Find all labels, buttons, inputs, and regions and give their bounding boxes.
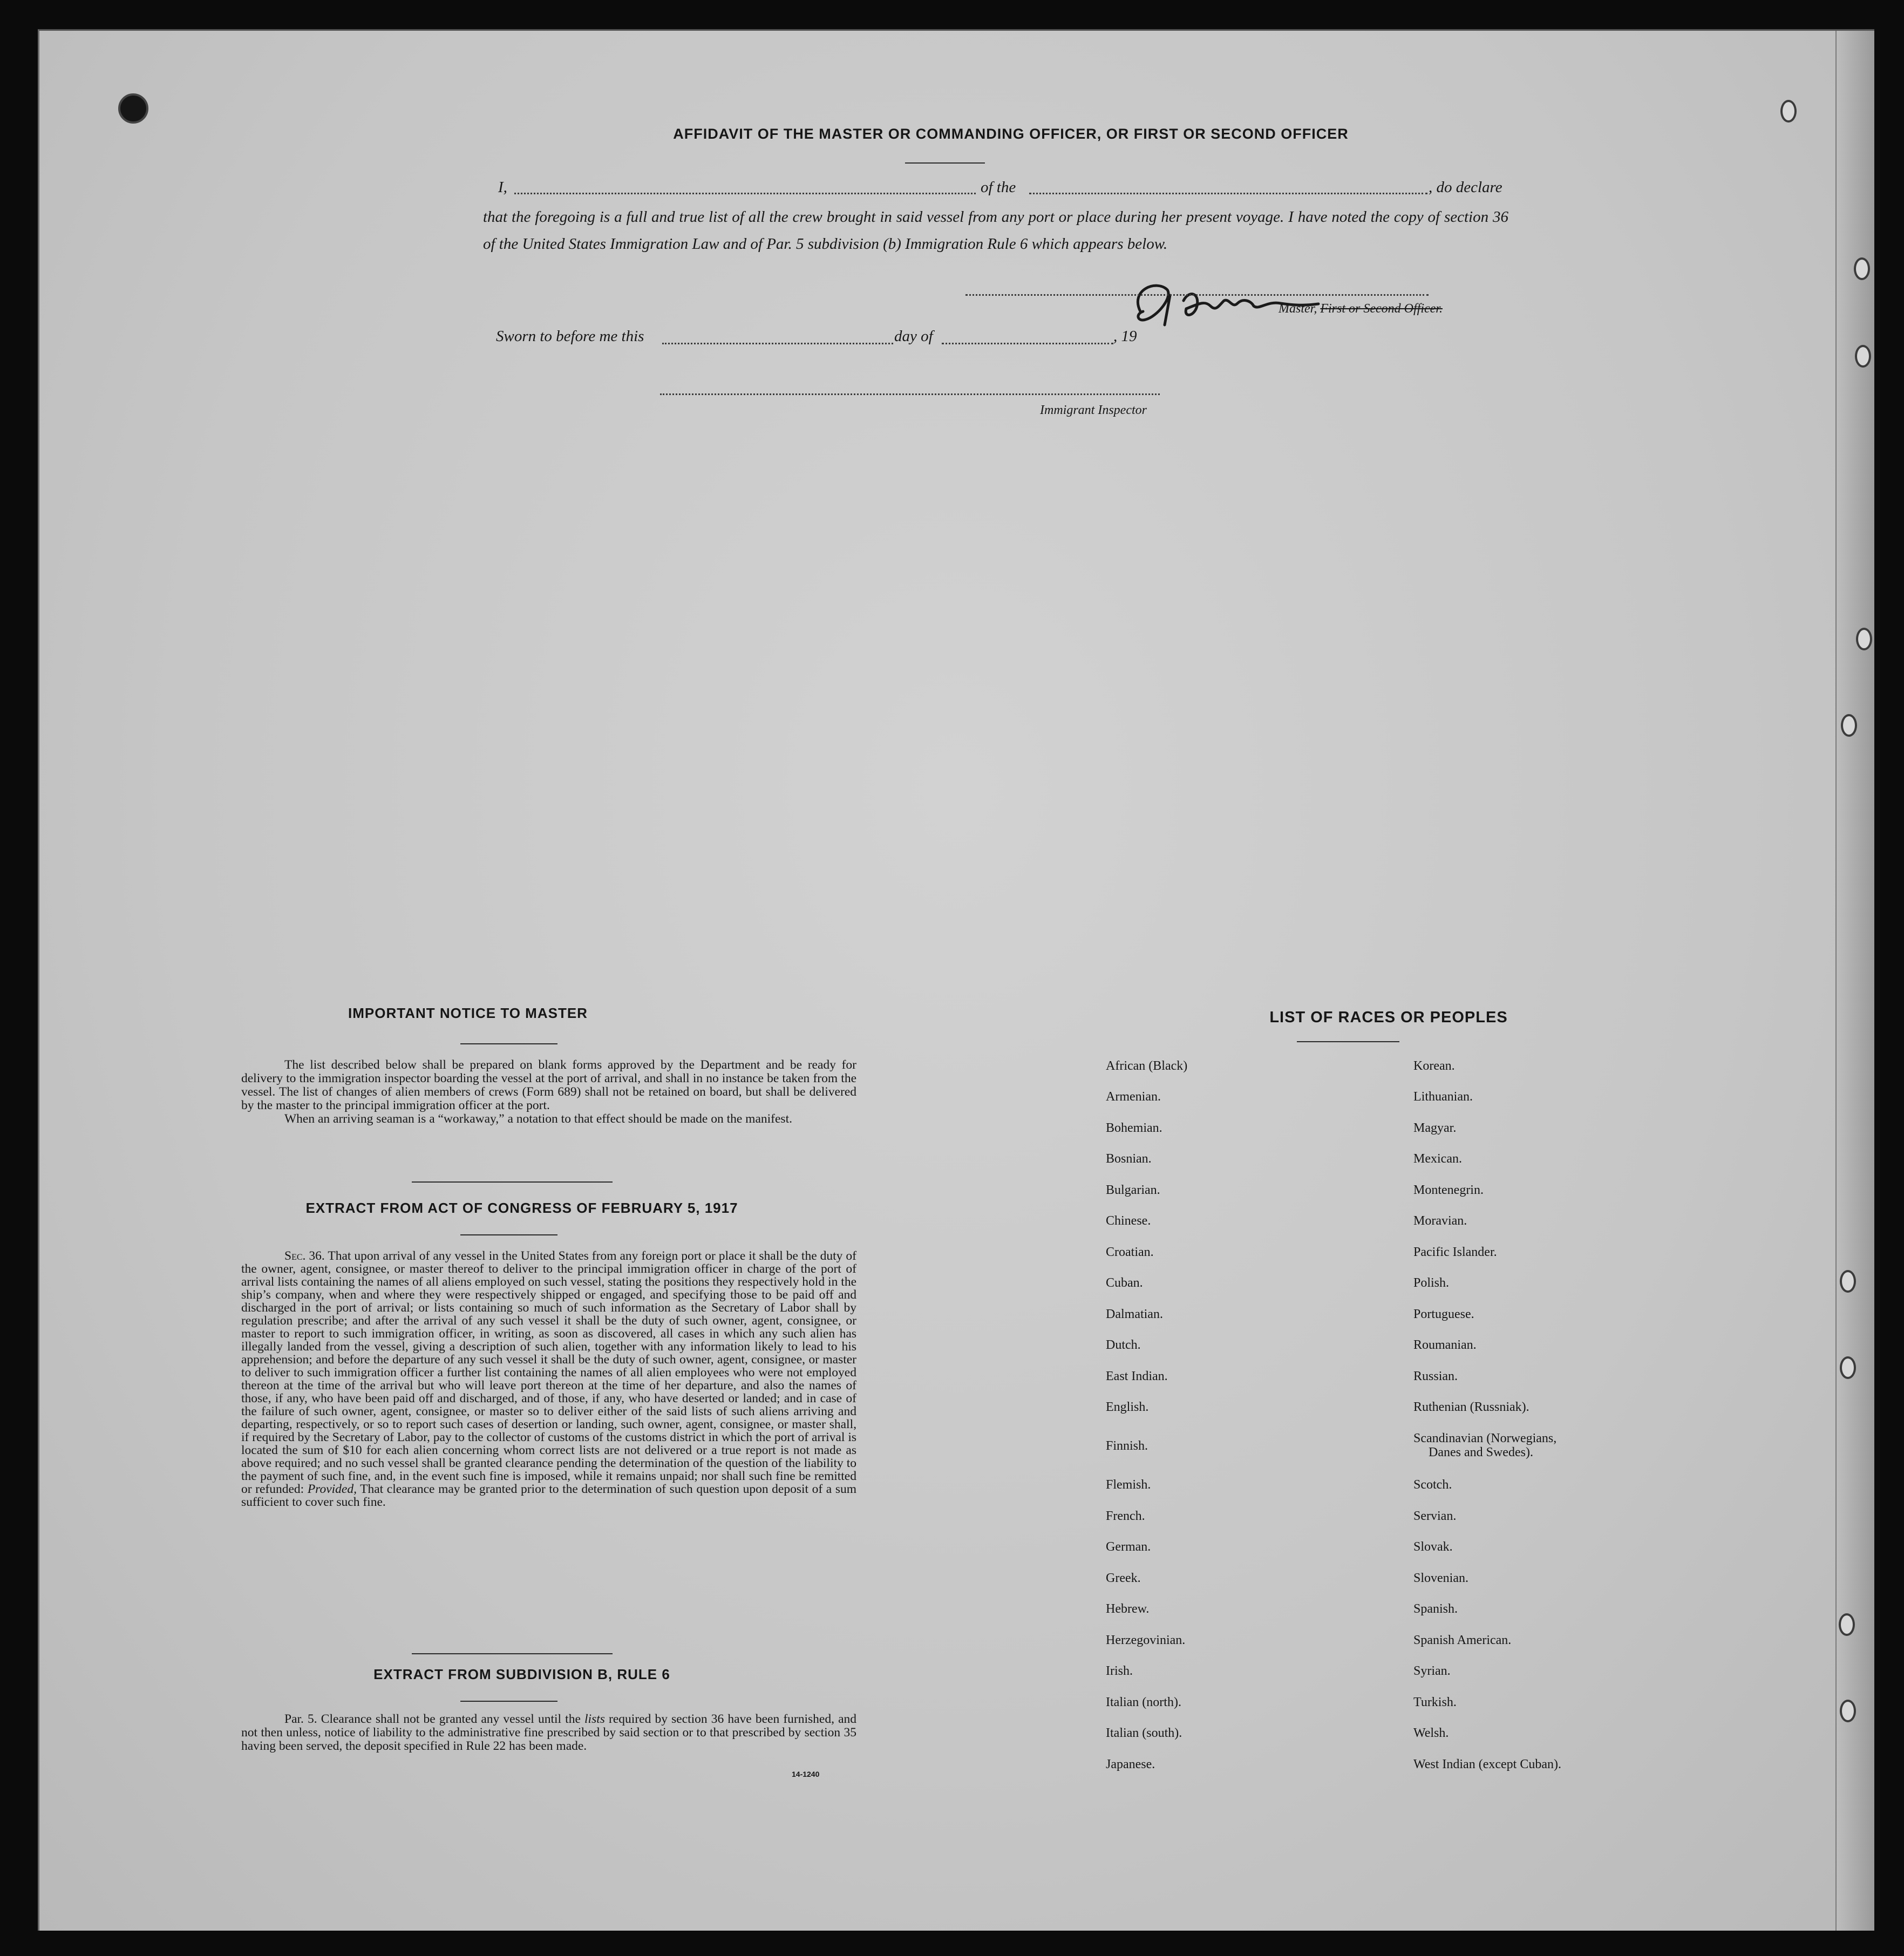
- race-item: Portuguese.: [1413, 1307, 1474, 1321]
- race-item: Spanish.: [1413, 1602, 1458, 1616]
- vessel-name-field[interactable]: [1029, 193, 1427, 194]
- affidavit-declaration: that the foregoing is a full and true list of all the crew brought in said vessel from any port or place during her present voyage. I have noted the copy of section 36 of the United States Immigration Law and of Par. 5 subdivision (b) Immigration Rule 6 which appears below.: [483, 208, 1508, 253]
- race-item: Magyar.: [1413, 1121, 1457, 1135]
- race-item: Turkish.: [1413, 1695, 1457, 1709]
- notice-title-rule: [460, 1043, 557, 1044]
- race-item: Scotch.: [1413, 1478, 1452, 1492]
- binder-hole: [1840, 1700, 1856, 1722]
- race-item: Croatian.: [1106, 1245, 1154, 1259]
- race-item: East Indian.: [1106, 1369, 1168, 1383]
- extract-act-text: 36. That upon arrival of any vessel in the United States from any foreign port or place it shall be the duty of the owner, agent, consignee, or master thereof to deliver to the principal immigration officer in charge of the port of arrival lists containing the names of all aliens employed on such vessel, stating the positions they respectively hold in the ship’s company, when and where they were respectively shipped or engaged, and specifying those to be paid off and discharged in the port of arrival; or lists containing so much of such information as the Secretary of Labor shall by regulation prescribe; and after the arrival of any such vessel it shall be the duty of such owner, agent, consignee, or master to report to such immigration officer, in writing, as soon as discovered, all cases in which any such alien has illegally landed from the vessel, giving a description of such alien, together with any information likely to lead to his apprehension; and before the departure of any such vessel it shall be the duty of such owner, agent, consignee, or master to deliver to such immigration officer a further list containing the names of all alien employees who were not employed thereon at the time of the arrival but who will leave port thereon at the time of her departure, and also the names of those, if any, who have been paid off and discharged, and of those, if any, who have deserted or landed; and in case of the failure of such owner, agent, consignee, or master so to deliver either of the said lists of such aliens arriving and departing, respectively, or so to report such cases of desertion or landing, such owner, agent, consignee, or master shall, if required by the Secretary of Labor, pay to the collector of customs of the customs district in which the port of arrival is located the sum of $10 for each alien concerning whom correct lists are not delivered or a true report is not made as above required; and no such vessel shall be granted clearance pending the determination of the question of the liability to the payment of such fine, and, in the event such fine is imposed, while it remains unpaid; nor shall such fine be remitted or refunded:: [241, 1249, 857, 1496]
- lists-word: lists: [584, 1712, 605, 1726]
- race-item: Japanese.: [1106, 1757, 1155, 1771]
- race-item: Bosnian.: [1106, 1152, 1152, 1166]
- race-item: Servian.: [1413, 1509, 1457, 1523]
- sworn-month-field[interactable]: [942, 343, 1113, 344]
- binder-hole: [1854, 257, 1870, 280]
- master-signature: [1119, 268, 1324, 333]
- race-item: Dalmatian.: [1106, 1307, 1163, 1321]
- race-item: Moravian.: [1413, 1214, 1467, 1228]
- binder-hole: [1780, 100, 1797, 123]
- race-item: Armenian.: [1106, 1090, 1161, 1104]
- race-item: Bohemian.: [1106, 1121, 1162, 1135]
- sworn-day-field[interactable]: [662, 343, 893, 344]
- notice-title: IMPORTANT NOTICE TO MASTER: [348, 1005, 588, 1021]
- race-item: Mexican.: [1413, 1152, 1462, 1166]
- race-item: Polish.: [1413, 1276, 1450, 1290]
- form-number: 14-1240: [792, 1770, 820, 1778]
- sworn-start: Sworn to before me this: [496, 328, 644, 345]
- race-item: English.: [1106, 1400, 1149, 1414]
- binder-hole: [1840, 1270, 1856, 1293]
- extract-act-paragraph: [241, 1249, 856, 1509]
- binder-hole: [1856, 628, 1872, 650]
- inspector-caption: Immigrant Inspector: [1040, 403, 1147, 417]
- race-item: Pacific Islander.: [1413, 1245, 1497, 1259]
- affidavit-line-mid: of the: [981, 179, 1016, 196]
- binder-hole: [1841, 714, 1857, 737]
- race-item: Roumanian.: [1413, 1338, 1477, 1352]
- bleed-through: [174, 105, 180, 128]
- race-item: Welsh.: [1413, 1726, 1449, 1740]
- race-item: German.: [1106, 1540, 1151, 1554]
- inspector-signature-line: [660, 393, 1160, 395]
- section-divider: [412, 1181, 613, 1183]
- extract-act-body: [241, 1249, 856, 1509]
- page-edge-strip: [1835, 31, 1874, 1931]
- race-item: Greek.: [1106, 1571, 1141, 1585]
- race-item: Danes and Swedes).: [1429, 1445, 1533, 1459]
- race-item: Syrian.: [1413, 1664, 1451, 1678]
- race-item: Chinese.: [1106, 1214, 1151, 1228]
- extract-act-text-end: That clearance may be granted prior to the determination of such question upon deposit of a sum sufficient to cover such fine.: [241, 1482, 857, 1509]
- binder-hole: [1840, 1356, 1856, 1379]
- master-name-field[interactable]: [514, 193, 976, 194]
- notice-body: [241, 1058, 856, 1126]
- race-item: Italian (north).: [1106, 1695, 1181, 1709]
- extract-rule-text: Par. 5. Clearance shall not be granted any vessel until the: [284, 1712, 581, 1726]
- master-caption: [1279, 302, 1443, 316]
- provided-word: Provided,: [307, 1482, 357, 1496]
- race-item: Spanish American.: [1413, 1633, 1512, 1647]
- extract-act-rule: [460, 1234, 557, 1235]
- affidavit-line-start: I,: [498, 179, 507, 196]
- document-sheet: [38, 29, 1874, 1931]
- race-item: Lithuanian.: [1413, 1090, 1473, 1104]
- extract-rule-rule: [460, 1701, 557, 1702]
- race-item: Irish.: [1106, 1664, 1133, 1678]
- notice-paragraph: The list described below shall be prepared on blank forms approved by the Department and be ready for delivery to the immigration inspector boarding the vessel at the port of arrival, and shall in no instance be taken from the vessel. The list of changes of alien members of crews (Form 689) shall not be retained on board, but shall be delivered by the master to the principal immigration officer at the port.: [241, 1058, 856, 1112]
- extract-rule-body: [241, 1713, 856, 1753]
- race-item: Dutch.: [1106, 1338, 1141, 1352]
- race-item: Bulgarian.: [1106, 1183, 1160, 1197]
- notice-paragraph-workaway: When an arriving seaman is a “workaway,” a notation to that effect should be made on the manifest.: [284, 1112, 792, 1126]
- binder-hole-top-left: [118, 93, 148, 124]
- binder-hole: [1839, 1613, 1855, 1636]
- extract-act-title: EXTRACT FROM ACT OF CONGRESS OF FEBRUARY 5, 1917: [305, 1200, 738, 1216]
- affidavit-title: AFFIDAVIT OF THE MASTER OR COMMANDING OFFICER, OR FIRST OR SECOND OFFICER: [673, 126, 1349, 142]
- race-item: Hebrew.: [1106, 1602, 1150, 1616]
- race-item: Slovak.: [1413, 1540, 1453, 1554]
- race-item: Scandinavian (Norwegians,: [1413, 1431, 1557, 1445]
- sworn-end: , 19: [1113, 328, 1137, 345]
- race-item: Finnish.: [1106, 1439, 1148, 1453]
- race-item: Montenegrin.: [1413, 1183, 1484, 1197]
- race-item: West Indian (except Cuban).: [1413, 1757, 1561, 1771]
- title-underline: [905, 162, 985, 164]
- extract-rule-title: EXTRACT FROM SUBDIVISION B, RULE 6: [373, 1666, 670, 1682]
- master-caption-struck: First or Second Officer.: [1320, 302, 1443, 316]
- race-item: French.: [1106, 1509, 1145, 1523]
- race-item: Russian.: [1413, 1369, 1458, 1383]
- race-item: Italian (south).: [1106, 1726, 1182, 1740]
- section-label: Sec.: [284, 1249, 306, 1263]
- race-item: African (Black): [1106, 1059, 1188, 1073]
- race-item: Herzegovinian.: [1106, 1633, 1186, 1647]
- race-item: Ruthenian (Russniak).: [1413, 1400, 1529, 1414]
- races-title-rule: [1297, 1041, 1399, 1042]
- races-title: LIST OF RACES OR PEOPLES: [1269, 1009, 1508, 1026]
- extract-rule-paragraph: [241, 1713, 856, 1753]
- race-item: Cuban.: [1106, 1276, 1143, 1290]
- race-item: Flemish.: [1106, 1478, 1151, 1492]
- sworn-mid: day of: [894, 328, 933, 345]
- extract-rule-text-end: required by section 36 have been furnished, and not then unless, notice of liability to the administrative fine prescribed by said section or to that prescribed by section 35 having been served, the deposit specified in Rule 22 has been made.: [241, 1712, 857, 1753]
- section-divider: [412, 1653, 613, 1654]
- race-item: Slovenian.: [1413, 1571, 1468, 1585]
- race-item: Korean.: [1413, 1059, 1455, 1073]
- binder-hole: [1855, 345, 1871, 368]
- affidavit-line-end: , do declare: [1429, 179, 1502, 196]
- master-caption-label: Master,: [1279, 302, 1317, 316]
- master-signature-line: [965, 294, 1429, 296]
